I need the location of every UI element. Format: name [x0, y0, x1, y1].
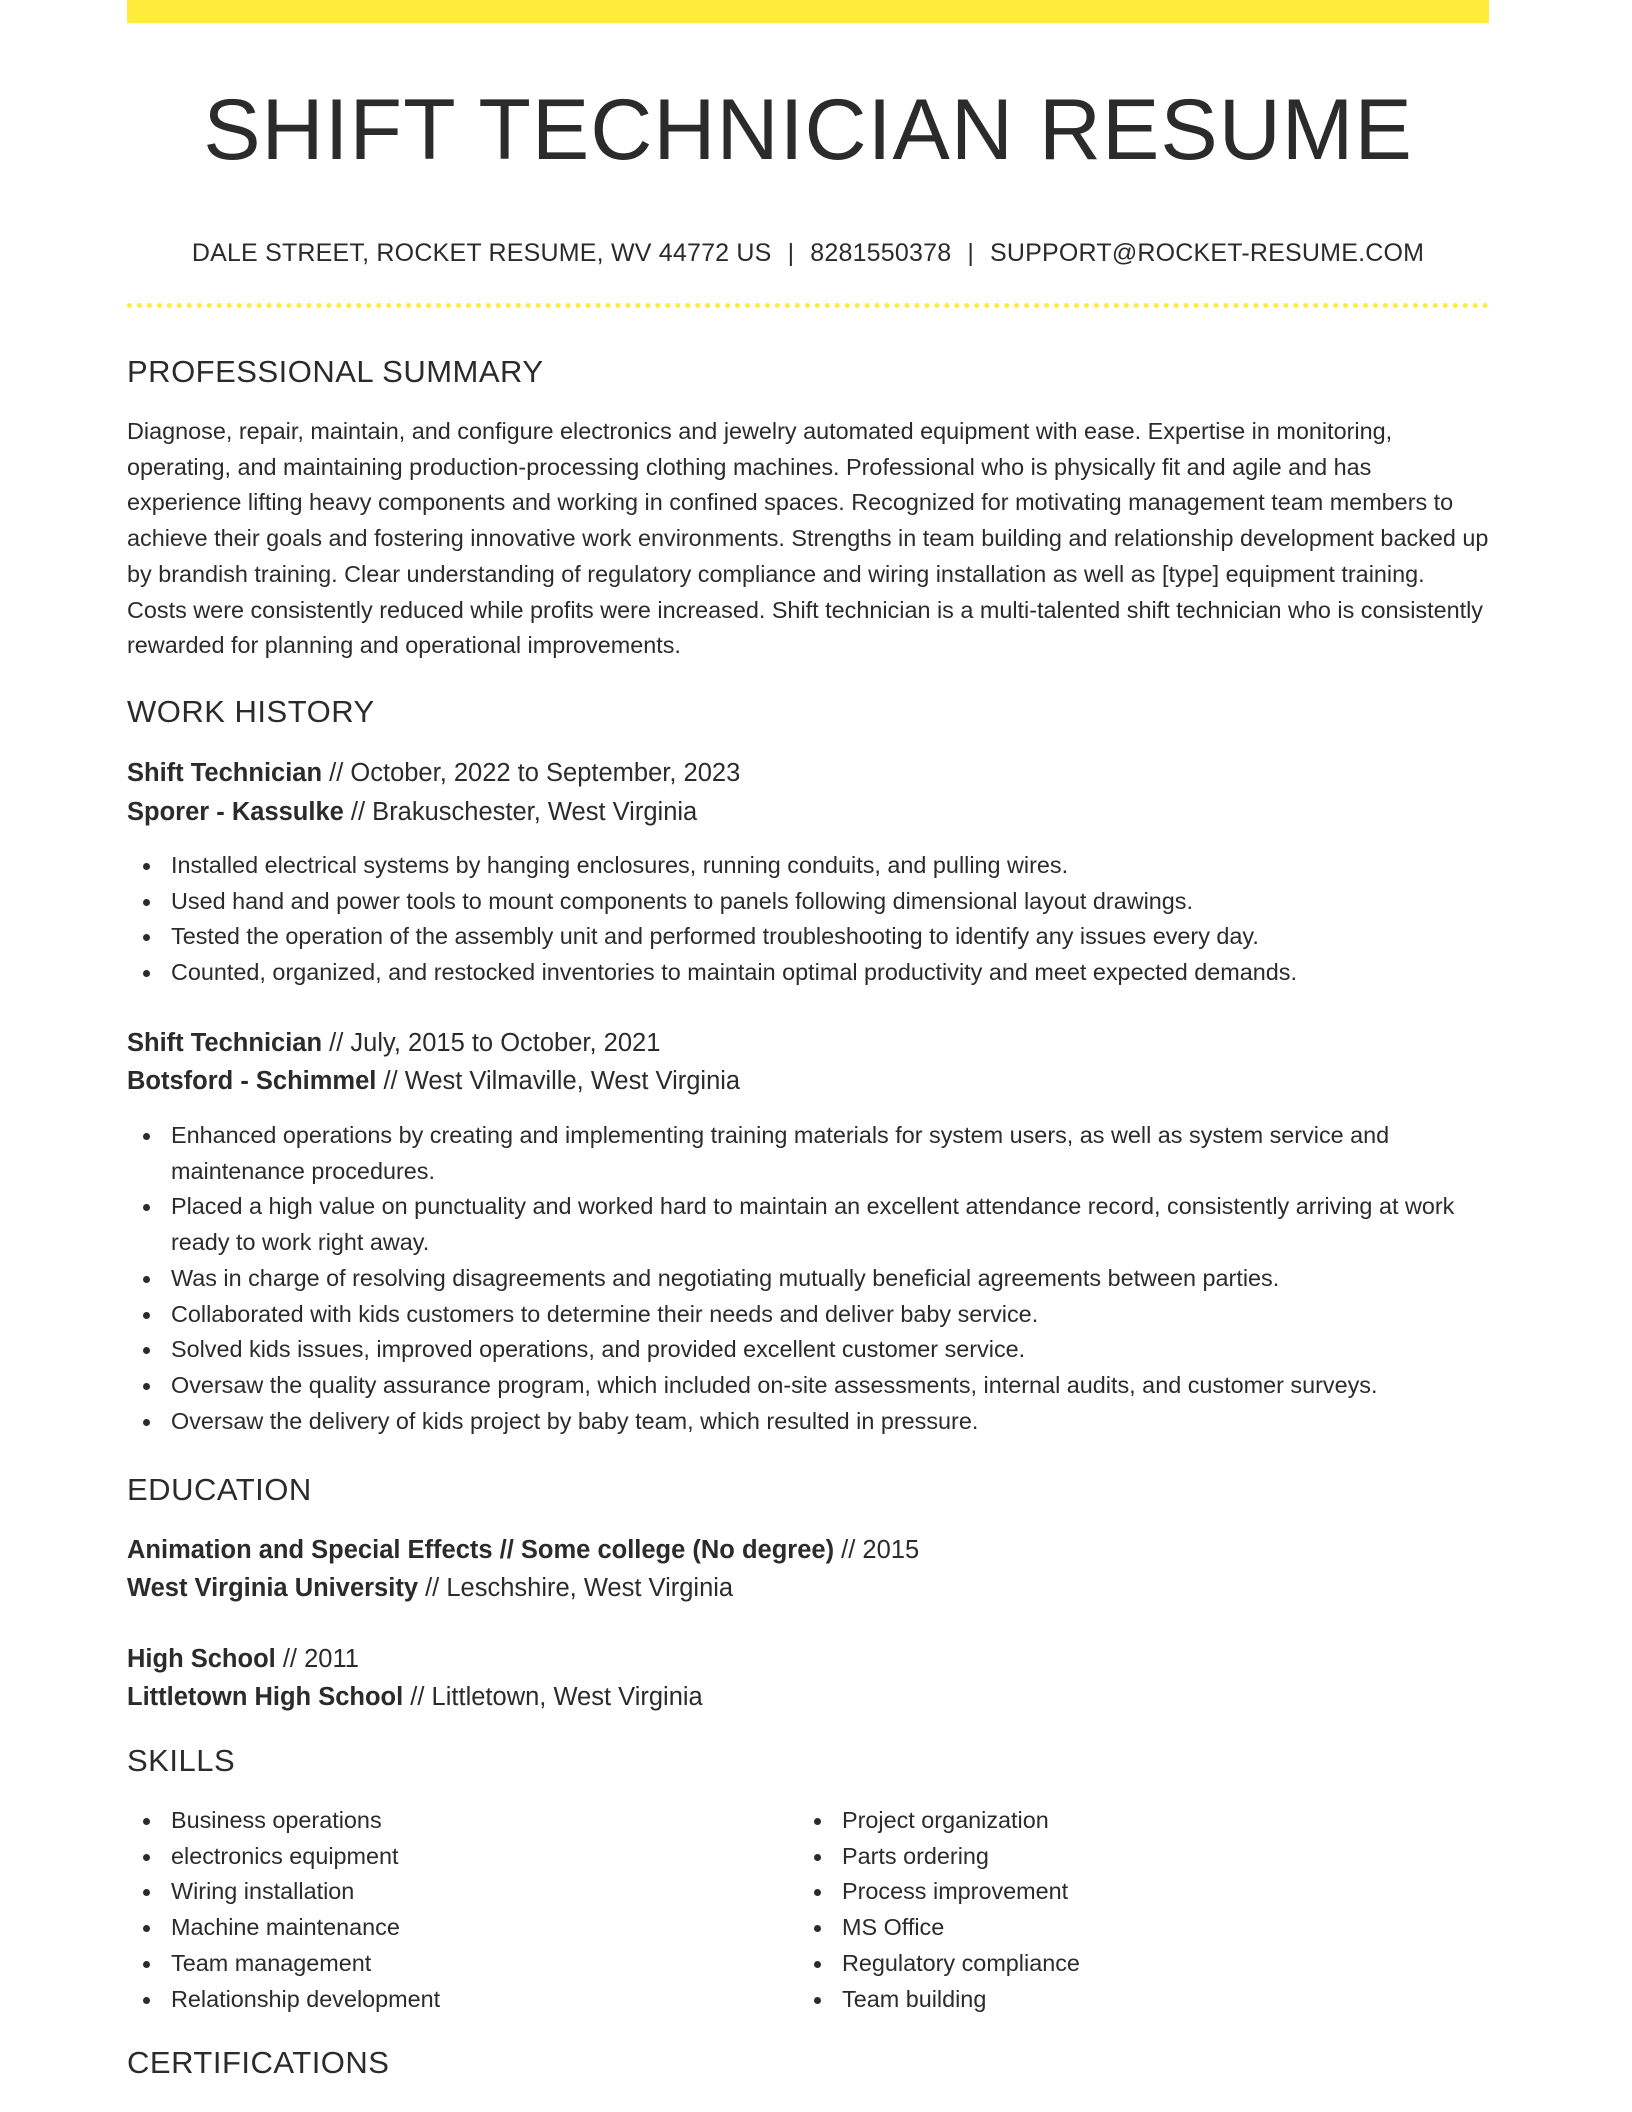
- section-heading-education: EDUCATION: [127, 1472, 312, 1507]
- skill-item: Regulatory compliance: [798, 1946, 1458, 1982]
- section-heading-certifications: CERTIFICATIONS: [127, 2045, 390, 2080]
- education-degree: Animation and Special Effects // Some college (No degree): [127, 1536, 835, 1564]
- contact-address: DALE STREET, ROCKET RESUME, WV 44772 US: [191, 239, 772, 267]
- skill-item: Team building: [798, 1982, 1458, 2018]
- job-company-line: [127, 1063, 740, 1099]
- skill-item: Team management: [127, 1946, 787, 1982]
- education-school: Littletown High School: [127, 1683, 404, 1711]
- job-company: Botsford - Schimmel: [127, 1067, 377, 1095]
- skill-item: Wiring installation: [127, 1874, 787, 1910]
- job-dates: // October, 2022 to September, 2023: [322, 759, 741, 787]
- list-item: Collaborated with kids customers to determine their needs and deliver baby service.: [127, 1297, 1489, 1333]
- list-item: Used hand and power tools to mount components to panels following dimensional layout drawings.: [127, 884, 1489, 920]
- skill-item: Relationship development: [127, 1982, 787, 2018]
- contact-line: [127, 236, 1489, 270]
- job-bullets: [127, 1118, 1489, 1439]
- job-title: Shift Technician: [127, 1029, 323, 1057]
- skill-item: Process improvement: [798, 1874, 1458, 1910]
- list-item: Placed a high value on punctuality and worked hard to maintain an excellent attendance record, consistently arriving at work ready to work right away.: [127, 1189, 1489, 1260]
- section-heading-work: WORK HISTORY: [127, 694, 375, 729]
- education-degree-line: [127, 1532, 919, 1568]
- list-item: Was in charge of resolving disagreements and negotiating mutually beneficial agreements between parties.: [127, 1261, 1489, 1297]
- list-item: Enhanced operations by creating and implementing training materials for system users, as well as system service and maintenance procedures.: [127, 1118, 1489, 1189]
- resume-title: SHIFT TECHNICIAN RESUME: [203, 82, 1413, 178]
- dotted-divider: [127, 303, 1489, 308]
- skill-item: MS Office: [798, 1910, 1458, 1946]
- job-title-line: [127, 1025, 660, 1061]
- section-heading-summary: PROFESSIONAL SUMMARY: [127, 354, 544, 389]
- education-school-line: [127, 1679, 703, 1715]
- list-item: Counted, organized, and restocked inventories to maintain optimal productivity and meet expected demands.: [127, 955, 1489, 991]
- job-dates: // July, 2015 to October, 2021: [322, 1029, 661, 1057]
- education-year: // 2015: [834, 1536, 920, 1564]
- contact-phone: 8281550378: [810, 239, 952, 267]
- list-item: Solved kids issues, improved operations, and provided excellent customer service.: [127, 1332, 1489, 1368]
- education-location: // Leschshire, West Virginia: [418, 1574, 734, 1602]
- job-company-line: [127, 794, 697, 830]
- summary-text: Diagnose, repair, maintain, and configure electronics and jewelry automated equipment with ease. Expertise in monitoring, operating, and maintaining production-processing clothing machines. Professional who is physically fit and agile and has experience lifting heavy components and working in confined spaces. Recognized for motivating management team members to achieve their goals and fostering innovative work environments. Strengths in team building and relationship development backed up by brandish training. Clear understanding of regulatory compliance and wiring installation as well as [type] equipment training. Costs were consistently reduced while profits were increased. Shift technician is a multi-talented shift technician who is consistently rewarded for planning and operational improvements.: [127, 418, 1489, 659]
- education-school-line: [127, 1570, 733, 1606]
- contact-email: SUPPORT@ROCKET-RESUME.COM: [990, 239, 1425, 267]
- skill-item: Machine maintenance: [127, 1910, 787, 1946]
- job-company: Sporer - Kassulke: [127, 798, 344, 826]
- education-degree: High School: [127, 1645, 276, 1673]
- skills-list-right: [798, 1803, 1458, 2017]
- education-location: // Littletown, West Virginia: [403, 1683, 703, 1711]
- job-title: Shift Technician: [127, 759, 323, 787]
- education-year: // 2011: [275, 1645, 359, 1673]
- list-item: Oversaw the quality assurance program, which included on-site assessments, internal audits, and customer surveys.: [127, 1368, 1489, 1404]
- skill-item: Parts ordering: [798, 1839, 1458, 1875]
- job-location: // Brakuschester, West Virginia: [343, 798, 698, 826]
- list-item: Tested the operation of the assembly unit and performed troubleshooting to identify any issues every day.: [127, 919, 1489, 955]
- skill-item: Business operations: [127, 1803, 787, 1839]
- education-school: West Virginia University: [127, 1574, 418, 1602]
- section-heading-skills: SKILLS: [127, 1743, 236, 1778]
- contact-separator: |: [787, 239, 795, 267]
- job-location: // West Vilmaville, West Virginia: [376, 1067, 741, 1095]
- top-accent-bar: [127, 0, 1489, 23]
- job-title-line: [127, 755, 740, 791]
- skill-item: electronics equipment: [127, 1839, 787, 1875]
- education-degree-line: [127, 1641, 359, 1677]
- skills-list-left: [127, 1803, 787, 2017]
- contact-separator: |: [967, 239, 975, 267]
- job-bullets: [127, 848, 1489, 991]
- list-item: Installed electrical systems by hanging enclosures, running conduits, and pulling wires.: [127, 848, 1489, 884]
- list-item: Oversaw the delivery of kids project by baby team, which resulted in pressure.: [127, 1404, 1489, 1440]
- skill-item: Project organization: [798, 1803, 1458, 1839]
